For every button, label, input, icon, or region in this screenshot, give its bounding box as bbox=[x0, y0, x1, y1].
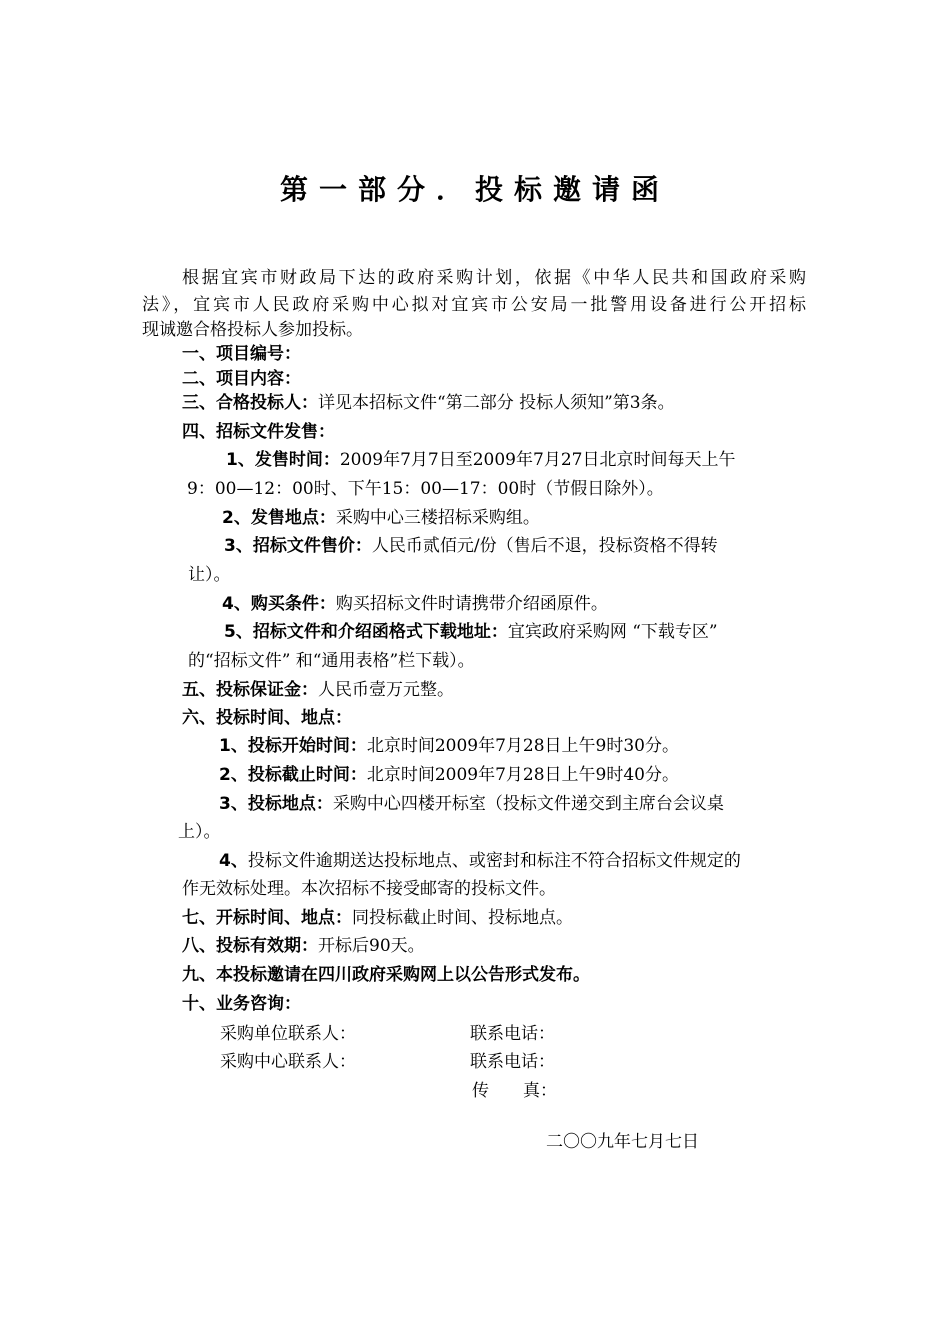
page-title: 第一部分．投标邀请函 bbox=[279, 173, 670, 206]
section-4-item-1 bbox=[226, 448, 735, 472]
section-9-heading: 九、本投标邀请在四川政府采购网上以公告形式发布。 bbox=[182, 965, 590, 985]
section-7 bbox=[182, 906, 573, 930]
item-text: 投标文件逾期送达投标地点、或密封和标注不符合招标文件规定的 bbox=[247, 851, 741, 871]
section-5 bbox=[182, 678, 454, 702]
document-date: 二〇〇九年七月七日 bbox=[546, 1132, 699, 1152]
section-5-heading: 五、投标保证金： bbox=[182, 680, 318, 700]
section-6-item-4 bbox=[219, 849, 741, 873]
item-label: 4、购买条件： bbox=[222, 594, 336, 614]
section-6-item-3-cont: 上）。 bbox=[178, 822, 221, 842]
section-4-item-2 bbox=[222, 506, 540, 530]
unit-phone-label: 联系电话： bbox=[470, 1024, 555, 1044]
section-6-item-2 bbox=[219, 763, 679, 787]
section-6-heading: 六、投标时间、地点： bbox=[182, 708, 352, 728]
item-label: 4、 bbox=[219, 851, 248, 871]
item-label: 3、招标文件售价： bbox=[224, 536, 372, 556]
intro-line-3: 现诚邀合格投标人参加投标。 bbox=[142, 320, 363, 340]
section-3-heading: 三、合格投标人： bbox=[182, 393, 318, 413]
item-text: 2009年7月7日至2009年7月27日北京时间每天上午 bbox=[339, 450, 736, 470]
section-6-item-3 bbox=[219, 792, 724, 816]
fax-label: 传 真： bbox=[472, 1081, 557, 1101]
item-label: 1、发售时间： bbox=[226, 450, 340, 470]
section-6-item-4-cont: 作无效标处理。本次招标不接受邮寄的投标文件。 bbox=[182, 879, 556, 899]
section-4-item-4 bbox=[222, 592, 608, 616]
item-label: 2、投标截止时间： bbox=[219, 765, 367, 785]
item-label: 3、投标地点： bbox=[219, 794, 333, 814]
section-2-heading: 二、项目内容： bbox=[182, 369, 301, 389]
item-text: 人民币贰佰元/份（售后不退，投标资格不得转 bbox=[371, 536, 718, 556]
section-4-item-5-cont: 的“招标文件” 和“通用表格”栏下载）。 bbox=[188, 651, 475, 671]
section-4-item-5 bbox=[224, 620, 718, 644]
section-4-item-3 bbox=[224, 534, 718, 558]
section-8-heading: 八、投标有效期： bbox=[182, 936, 318, 956]
item-text: 购买招标文件时请携带介绍函原件。 bbox=[335, 594, 608, 614]
section-6-item-1 bbox=[219, 734, 679, 758]
section-4-item-1-cont: 9：00—12：00时、下午15：00—17：00时（节假日除外）。 bbox=[187, 479, 664, 499]
item-text: 北京时间2009年7月28日上午9时40分。 bbox=[366, 765, 680, 785]
item-label: 2、发售地点： bbox=[222, 508, 336, 528]
item-label: 1、投标开始时间： bbox=[219, 736, 367, 756]
section-7-text: 同投标截止时间、投标地点。 bbox=[352, 908, 573, 928]
center-contact-label: 采购中心联系人： bbox=[220, 1052, 356, 1072]
item-label: 5、招标文件和介绍函格式下载地址： bbox=[224, 622, 508, 642]
section-8-text: 开标后90天。 bbox=[318, 936, 425, 956]
intro-line-2: 法》，宜宾市人民政府采购中心拟对宜宾市公安局一批警用设备进行公开招标 bbox=[142, 295, 806, 315]
section-3-text: 详见本招标文件“第二部分 投标人须知”第3条。 bbox=[318, 393, 675, 413]
section-5-text: 人民币壹万元整。 bbox=[318, 680, 454, 700]
section-1-heading: 一、项目编号： bbox=[182, 344, 301, 364]
item-text: 采购中心四楼开标室（投标文件递交到主席台会议桌 bbox=[332, 794, 724, 814]
section-3 bbox=[182, 391, 675, 415]
item-text: 采购中心三楼招标采购组。 bbox=[335, 508, 540, 528]
section-10-heading: 十、业务咨询： bbox=[182, 994, 301, 1014]
center-phone-label: 联系电话： bbox=[470, 1052, 555, 1072]
unit-contact-label: 采购单位联系人： bbox=[220, 1024, 356, 1044]
section-7-heading: 七、开标时间、地点： bbox=[182, 908, 352, 928]
section-4-heading: 四、招标文件发售： bbox=[182, 422, 335, 442]
section-8 bbox=[182, 934, 425, 958]
item-text: 宜宾政府采购网 “下载专区” bbox=[507, 622, 718, 642]
intro-line-1: 根据宜宾市财政局下达的政府采购计划，依据《中华人民共和国政府采购 bbox=[182, 268, 806, 288]
item-text: 北京时间2009年7月28日上午9时30分。 bbox=[366, 736, 680, 756]
section-4-item-3-cont: 让）。 bbox=[188, 565, 231, 585]
